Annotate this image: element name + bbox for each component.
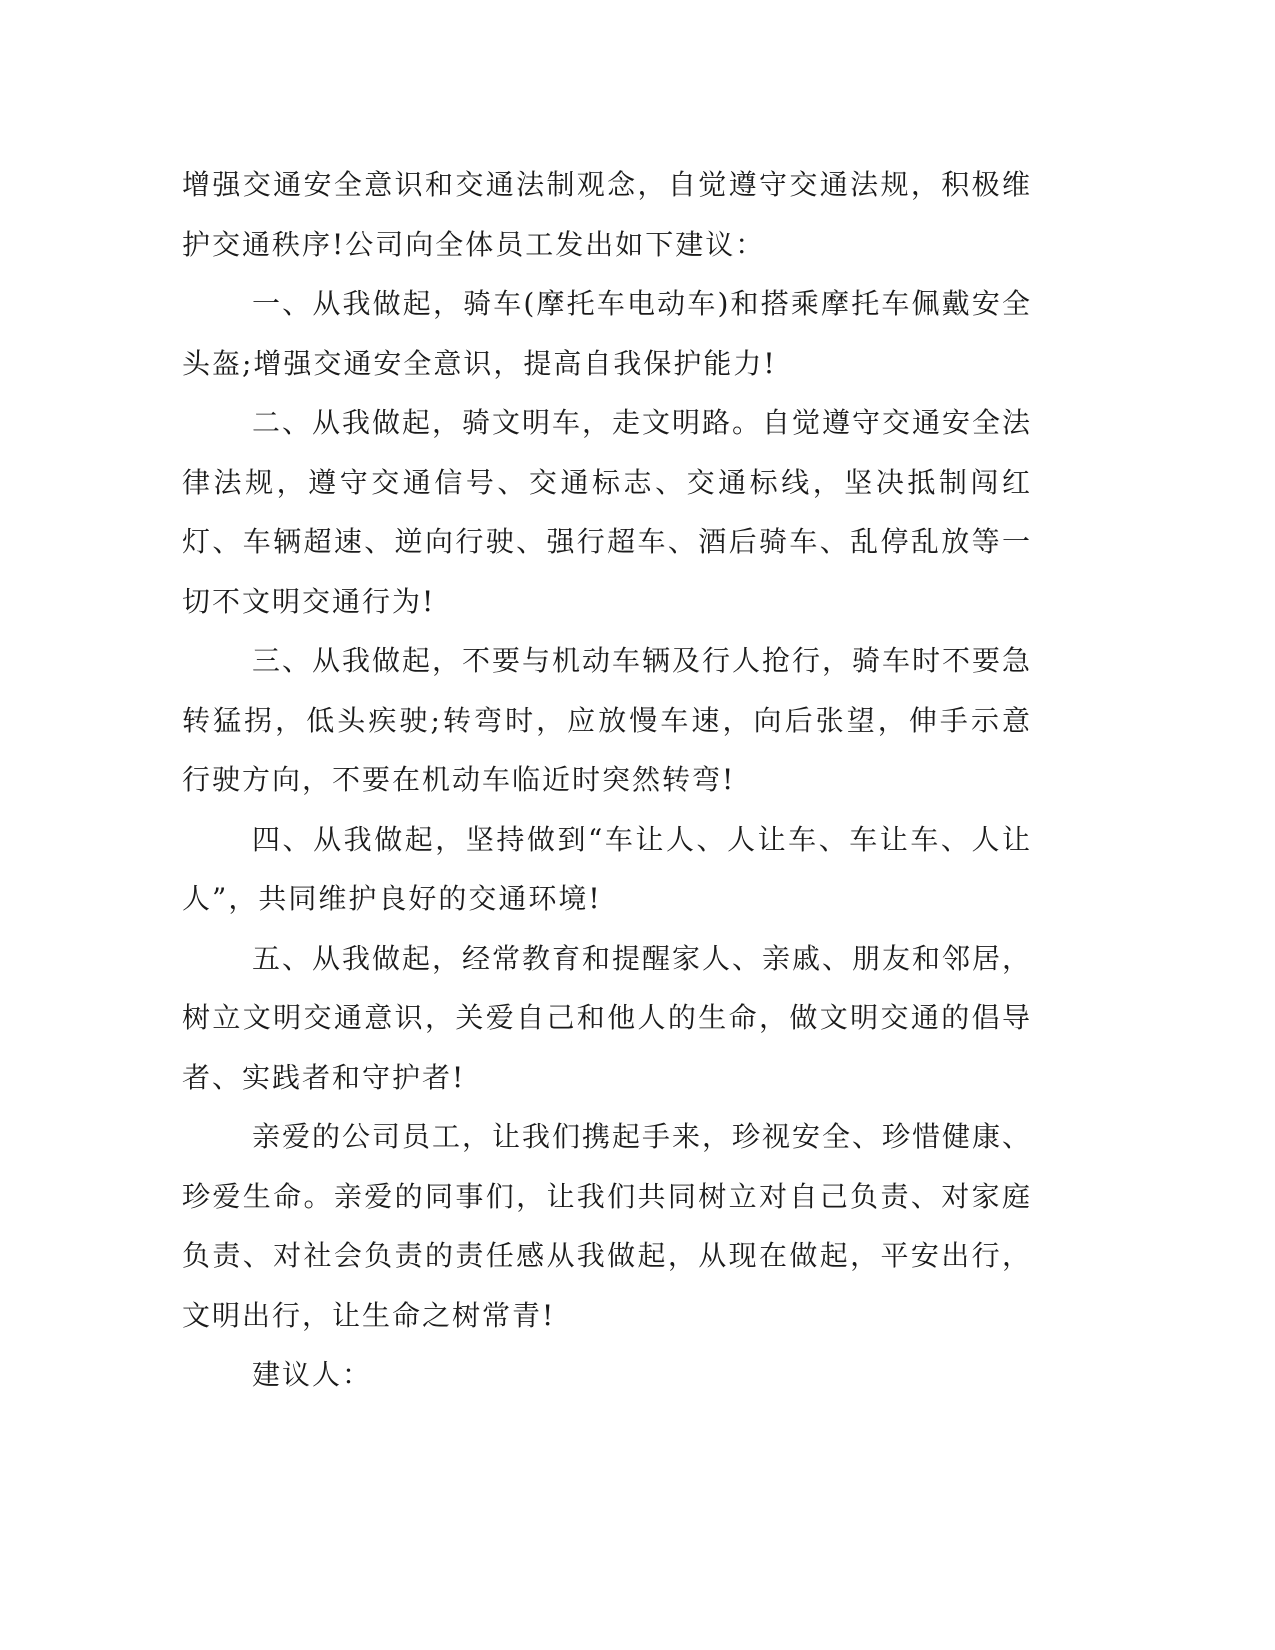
paragraph-item-2: 二、从我做起，骑文明车，走文明路。自觉遵守交通安全法律法规，遵守交通信号、交通标志、交通标线，坚决抵制闯红灯、车辆超速、逆向行驶、强行超车、酒后骑车、乱停乱放等一切不文明交通行为! bbox=[182, 406, 1033, 618]
paragraph-closing: 亲爱的公司员工，让我们携起手来，珍视安全、珍惜健康、珍爱生命。亲爱的同事们，让我们共同树立对自己负责、对家庭负责、对社会负责的责任感从我做起，从现在做起，平安出行，文明出行，让生命之树常青! bbox=[182, 1120, 1033, 1332]
paragraph-item-3: 三、从我做起，不要与机动车辆及行人抢行，骑车时不要急转猛拐，低头疾驶;转弯时，应放慢车速，向后张望，伸手示意行驶方向，不要在机动车临近时突然转弯! bbox=[182, 644, 1033, 796]
paragraph-item-4: 四、从我做起，坚持做到“车让人、人让车、车让车、人让人”，共同维护良好的交通环境! bbox=[182, 822, 1032, 915]
paragraph-intro: 增强交通安全意识和交通法制观念，自觉遵守交通法规，积极维护交通秩序!公司向全体员工发出如下建议： bbox=[182, 168, 1032, 261]
paragraph-item-5: 五、从我做起，经常教育和提醒家人、亲戚、朋友和邻居，树立文明交通意识，关爱自己和他人的生命，做文明交通的倡导者、实践者和守护者! bbox=[182, 941, 1033, 1094]
document-body bbox=[182, 155, 1032, 1405]
paragraph-item-1: 一、从我做起，骑车(摩托车电动车)和搭乘摩托车佩戴安全头盔;增强交通安全意识，提高自我保护能力! bbox=[182, 287, 1032, 380]
signature-label: 建议人： bbox=[252, 1358, 373, 1391]
